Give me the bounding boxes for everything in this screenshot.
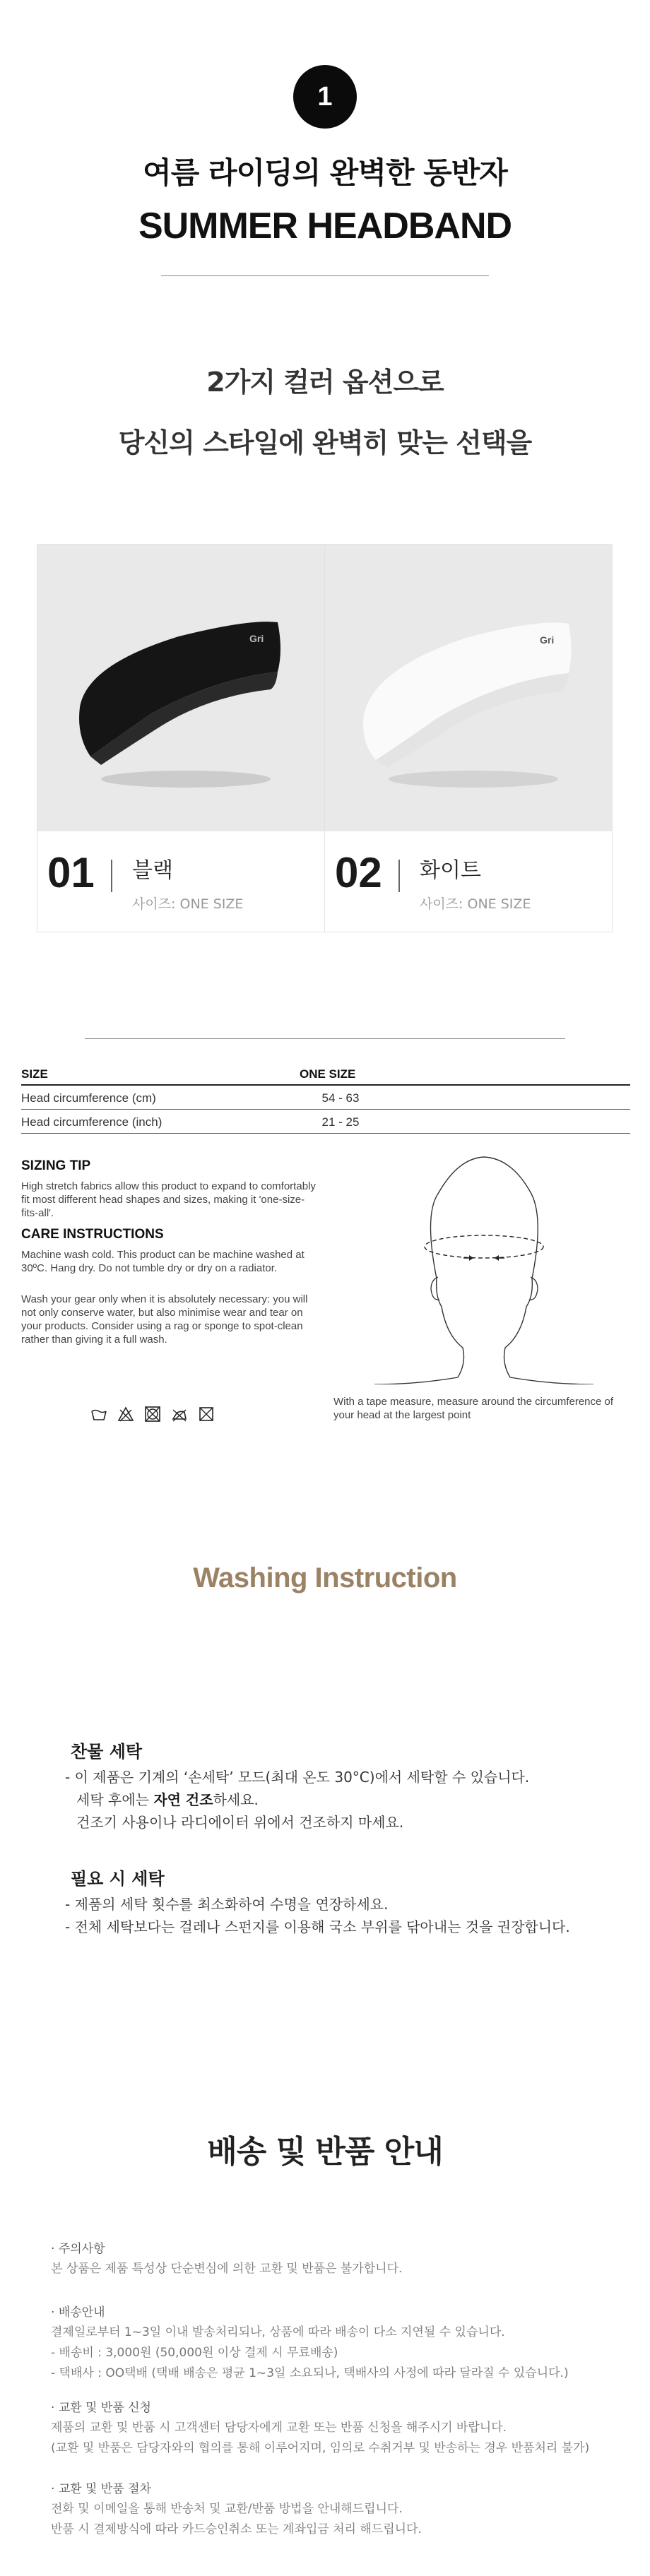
section-number-badge: 1 xyxy=(293,65,357,129)
wash-when-needed-heading: 필요 시 세탁 xyxy=(71,1869,165,1889)
iron-low-icon xyxy=(171,1406,188,1423)
sizing-tip-text: High stretch fabrics allow this product to expand to comfortably fit most different head shapes and sizes, making it 'one-size-fits-all'. xyxy=(21,1180,316,1219)
cold-wash-line-1: - 이 제품은 기계의 ‘손세탁’ 모드(최대 온도 30°C)에서 세탁할 수 있습니다. xyxy=(65,1769,530,1786)
product-card-black xyxy=(37,544,325,932)
svg-text:Gri: Gri xyxy=(249,633,264,644)
no-bleach-icon xyxy=(117,1406,134,1423)
section-line: 결제일로부터 1~3일 이내 발송처리되나, 상품에 따라 배송이 다소 지연될 수 있습니다. xyxy=(51,2325,505,2339)
measurement-caption: With a tape measure, measure around the circumference of your head at the largest point xyxy=(333,1396,614,1421)
cold-wash-line-2-post: 하세요. xyxy=(213,1791,259,1808)
page-title-korean: 여름 라이딩의 완벽한 동반자 xyxy=(143,155,507,190)
section-heading: · 배송안내 xyxy=(51,2303,630,2322)
sizing-tip-title: SIZING TIP xyxy=(21,1158,91,1173)
section-divider xyxy=(85,1038,565,1039)
delivery-section-procedure xyxy=(51,2479,630,2540)
size-note: 사이즈: ONE SIZE xyxy=(420,896,531,912)
section-line: 본 상품은 제품 특성상 단순변심에 의한 교환 및 반품은 불가합니다. xyxy=(51,2262,403,2276)
wash-when-needed-line-1: - 제품의 세탁 횟수를 최소화하여 수명을 연장하세요. xyxy=(65,1896,389,1913)
number-divider xyxy=(111,860,112,892)
section-heading: · 주의사항 xyxy=(51,2239,630,2259)
row-value: 54 - 63 xyxy=(321,1091,360,1105)
care-text-2: Wash your gear only when it is absolutely necessary: you will not only conserve water, but also minimise wear and tear on your products. Consider using a rag or sponge to spot-clean rather than giving it a full wash. xyxy=(21,1293,308,1346)
section-line: - 택배사 : OO택배 (택배 배송은 평균 1~3일 소요되나, 택배사의 사정에 따라 달라질 수 있습니다.) xyxy=(51,2366,569,2380)
black-headband-photo xyxy=(37,545,324,831)
size-table-header xyxy=(21,1062,630,1086)
size-header-label: SIZE xyxy=(21,1067,48,1081)
cold-wash-line-2 xyxy=(76,1788,259,1811)
no-dry-clean-icon xyxy=(198,1406,215,1423)
size-table xyxy=(21,1062,630,1134)
delivery-section-shipping xyxy=(51,2303,630,2384)
delivery-section-notice xyxy=(51,2239,630,2279)
wash-30-icon xyxy=(90,1406,107,1423)
intro-line-2: 당신의 스타일에 완벽히 맞는 선택을 xyxy=(118,427,532,458)
table-row xyxy=(21,1110,630,1134)
size-note: 사이즈: ONE SIZE xyxy=(132,896,244,912)
row-value: 21 - 25 xyxy=(321,1115,360,1129)
color-name-white: 화이트 xyxy=(420,858,481,883)
section-heading: · 교환 및 반품 절차 xyxy=(51,2479,630,2499)
product-card-white xyxy=(324,544,613,932)
row-label: Head circumference (cm) xyxy=(21,1091,156,1105)
product-number: 02 xyxy=(335,849,382,896)
section-heading: · 교환 및 반품 신청 xyxy=(51,2398,630,2418)
cold-wash-line-3: 건조기 사용이나 라디에이터 위에서 건조하지 마세요. xyxy=(76,1814,404,1831)
section-line: 제품의 교환 및 반품 시 고객센터 담당자에게 교환 또는 반품 신청을 해주시기 바랍니다. xyxy=(51,2421,507,2435)
product-number: 01 xyxy=(47,849,95,896)
care-title: CARE INSTRUCTIONS xyxy=(21,1227,164,1242)
head-measurement-illustration xyxy=(332,1151,636,1387)
section-line: (교환 및 반품은 담당자와의 협의를 통해 이루어지며, 임의로 수취거부 및 반송하는 경우 반품처리 불가) xyxy=(51,2441,590,2455)
washing-instruction-title: Washing Instruction xyxy=(193,1562,457,1593)
natural-dry-emphasis: 자연 건조 xyxy=(153,1791,213,1808)
page-title-english: SUMMER HEADBAND xyxy=(138,206,512,247)
wash-when-needed-line-2: - 전체 세탁보다는 걸레나 스펀지를 이용해 국소 부위를 닦아내는 것을 권장합니다. xyxy=(65,1918,570,1935)
cold-wash-heading: 찬물 세탁 xyxy=(71,1742,143,1762)
cold-wash-line-2-pre: 세탁 후에는 xyxy=(76,1791,154,1808)
size-header-value: ONE SIZE xyxy=(300,1067,356,1081)
white-headband-photo xyxy=(325,545,612,831)
delivery-section-request xyxy=(51,2398,630,2459)
table-row xyxy=(21,1086,630,1110)
intro-line-1: 2가지 컬러 옵션으로 xyxy=(206,367,444,398)
section-line: - 배송비 : 3,000원 (50,000원 이상 결제 시 무료배송) xyxy=(51,2346,338,2360)
care-text-1: Machine wash cold. This product can be machine washed at 30ºC. Hang dry. Do not tumble dry or dry on a radiator. xyxy=(21,1249,305,1274)
svg-text:Gri: Gri xyxy=(540,634,555,646)
delivery-title: 배송 및 반품 안내 xyxy=(207,2134,443,2170)
number-divider xyxy=(398,860,400,892)
title-divider xyxy=(161,275,489,276)
section-line: 반품 시 결제방식에 따라 카드승인취소 또는 계좌입금 처리 해드립니다. xyxy=(51,2522,422,2536)
section-line: 전화 및 이메일을 통해 반송처 및 교환/반품 방법을 안내해드립니다. xyxy=(51,2502,403,2516)
care-icons xyxy=(90,1406,215,1423)
color-name-black: 블랙 xyxy=(132,858,173,883)
row-label: Head circumference (inch) xyxy=(21,1115,162,1129)
no-tumble-dry-icon xyxy=(144,1406,161,1423)
